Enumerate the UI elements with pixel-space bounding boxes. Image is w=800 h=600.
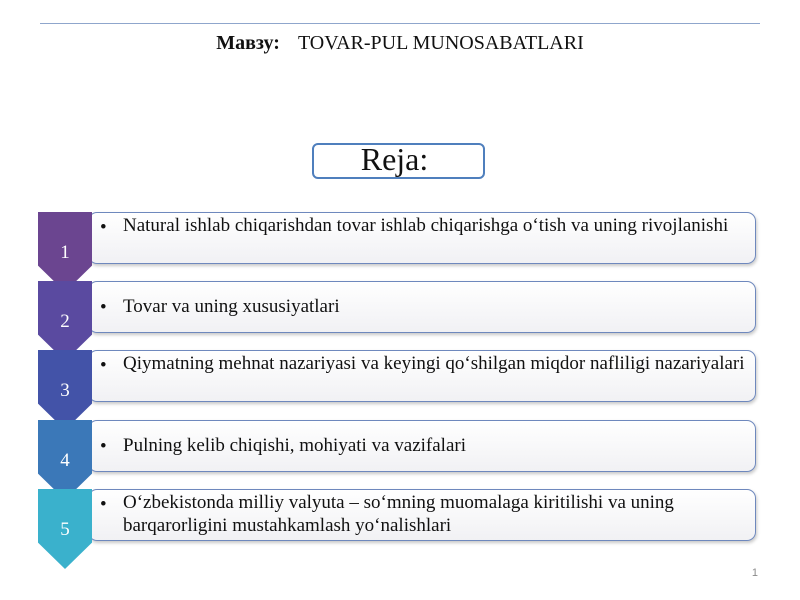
item-number: 3 [60, 380, 70, 401]
title-label: Мавзу: [216, 32, 280, 54]
bullet-icon: • [100, 494, 107, 515]
slide-title [0, 31, 800, 55]
item-text: Pulning kelib chiqishi, mohiyati va vazifalari [123, 435, 466, 456]
bullet-icon: • [100, 297, 107, 318]
item-number: 5 [60, 519, 70, 540]
plan-item-4 [38, 420, 760, 500]
plan-heading: Reja: [360, 141, 429, 177]
plan-item-2 [38, 281, 760, 361]
bullet-icon: • [100, 217, 107, 238]
item-text: O‘zbekistonda milliy valyuta – so‘mning muomalaga kiritilishi va uning barqarorligini mustahkamlash yo‘nalishlari [123, 492, 674, 536]
page-number: 1 [751, 567, 758, 579]
item-number: 4 [60, 450, 70, 471]
plan-item-3 [38, 350, 760, 430]
item-number: 2 [60, 311, 70, 332]
item-number: 1 [60, 242, 70, 263]
plan-item-5 [38, 489, 760, 569]
plan-heading-box [312, 143, 485, 179]
item-text: Natural ishlab chiqarishdan tovar ishlab chiqarishga o‘tish va uning rivojlanishi [123, 215, 729, 236]
bullet-icon: • [100, 436, 107, 457]
plan-item-1 [38, 212, 760, 292]
title-text: TOVAR-PUL MUNOSABATLARI [297, 32, 584, 54]
item-text: Qiymatning mehnat nazariyasi va keyingi qo‘shilgan miqdor nafliligi nazariyalari [123, 353, 745, 374]
item-text: Tovar va uning xususiyatlari [123, 296, 340, 317]
header-rule [40, 23, 760, 24]
bullet-icon: • [100, 355, 107, 376]
